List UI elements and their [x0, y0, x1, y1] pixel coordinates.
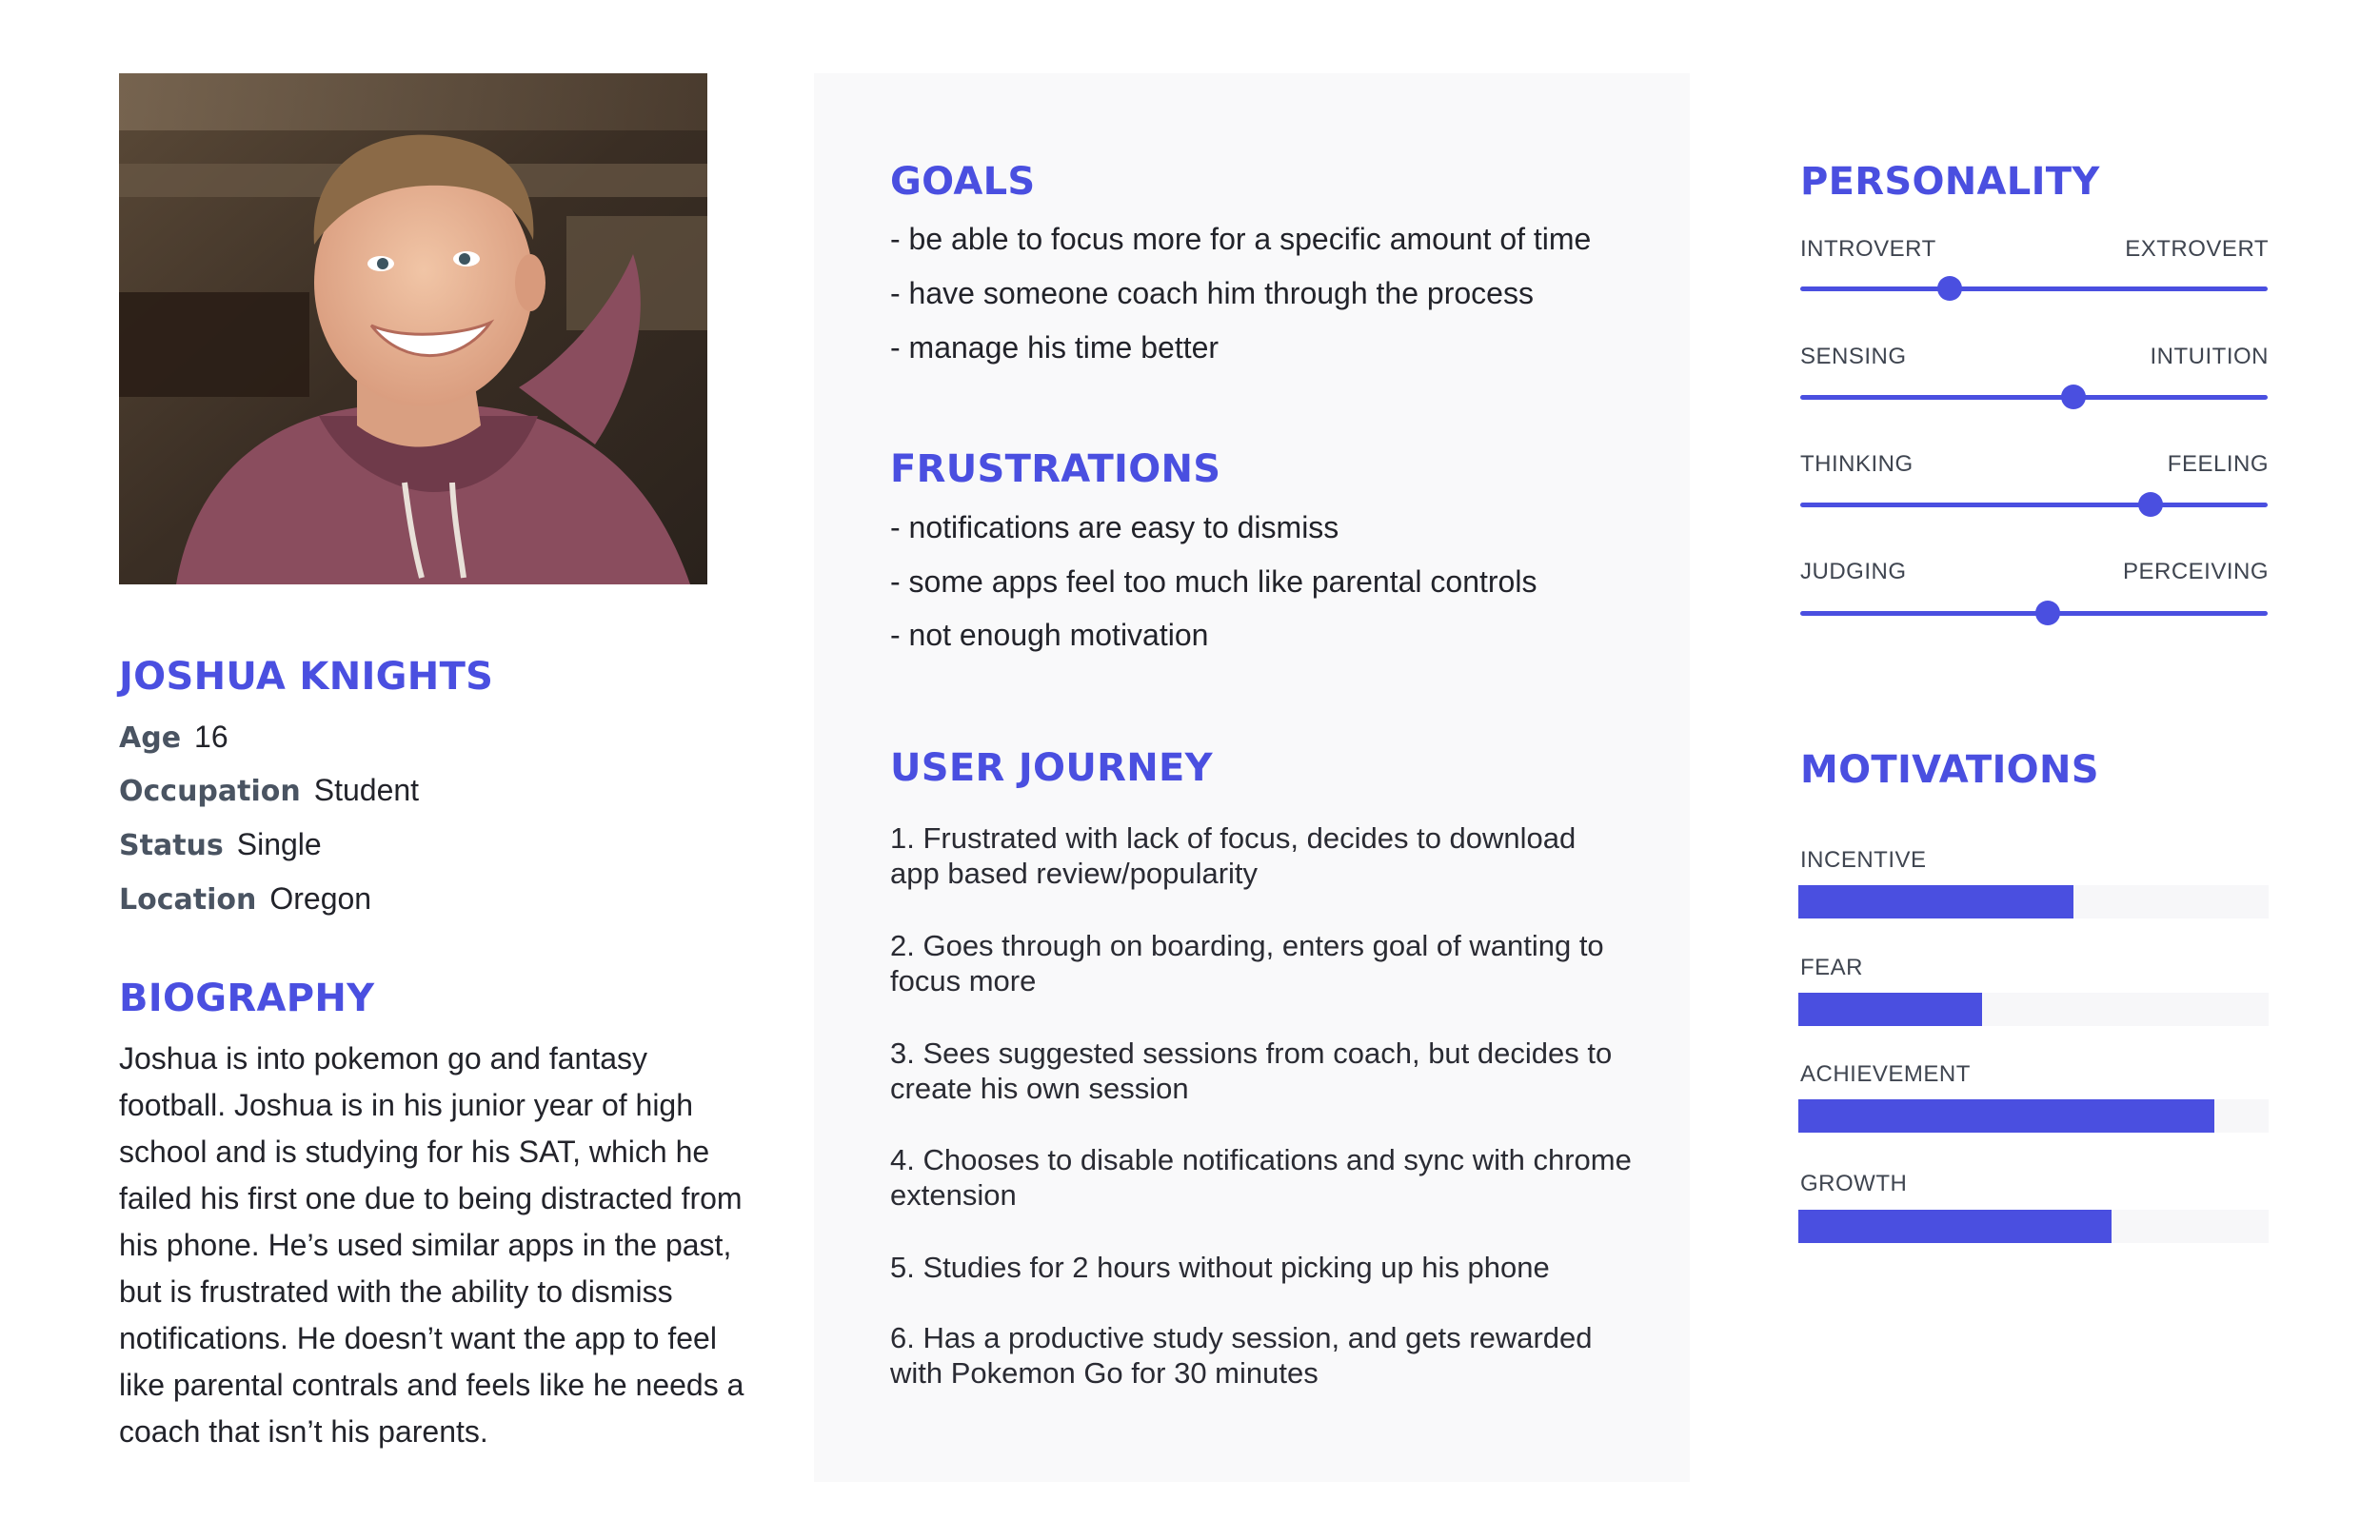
- journey-step: 1. Frustrated with lack of focus, decides to download app based review/popularity: [890, 821, 1577, 890]
- info-row-age: [119, 720, 228, 755]
- motivation-bar-incentive: [1798, 885, 2269, 918]
- trait-right-label: INTUITION: [2150, 344, 2269, 369]
- trait-left-label: SENSING: [1800, 344, 1907, 369]
- motivation-bar-growth: [1798, 1210, 2269, 1243]
- profile-name: JOSHUA KNIGHTS: [119, 655, 494, 699]
- goals-title: GOALS: [890, 160, 1036, 204]
- journey-step: 5. Studies for 2 hours without picking up his phone: [890, 1251, 1550, 1284]
- info-key: Occupation: [119, 775, 301, 808]
- trait-slider-judging-perceiving: [1800, 611, 2268, 616]
- frustration-item: - some apps feel too much like parental controls: [890, 564, 1537, 599]
- profile-photo: [119, 73, 707, 584]
- motivation-bar-fear: [1798, 993, 2269, 1026]
- journey-step: 3. Sees suggested sessions from coach, but decides to create his own session: [890, 1037, 1613, 1105]
- journey-title: USER JOURNEY: [890, 746, 1213, 790]
- biography-text: Joshua is into pokemon go and fantasy football. Joshua is in his junior year of high school and is studying for his SAT, which he failed his first one due to being distracted from his phone. He’s used similar apps in the past, but is frustrated with the ability to dismiss notifications. He doesn’t want the app to feel like parental contrals and feels like he needs a coach that isn’t his parents.: [119, 1041, 744, 1449]
- info-value: Student: [313, 773, 420, 807]
- motivation-label: FEAR: [1800, 955, 1864, 980]
- motivation-bar-achievement: [1798, 1099, 2269, 1133]
- info-key: Age: [119, 721, 182, 755]
- trait-left-label: INTROVERT: [1800, 236, 1936, 262]
- info-value: Single: [236, 827, 322, 861]
- info-row-status: [119, 827, 322, 862]
- motivation-label: INCENTIVE: [1800, 847, 1927, 873]
- trait-slider-sensing-intuition: [1800, 395, 2268, 400]
- biography-title: BIOGRAPHY: [119, 977, 375, 1020]
- journey-step: 6. Has a productive study session, and gets rewarded with Pokemon Go for 30 minutes: [890, 1321, 1593, 1390]
- trait-right-label: EXTROVERT: [2125, 236, 2269, 262]
- frustration-item: - not enough motivation: [890, 618, 1209, 652]
- motivation-bar-fill: [1798, 993, 1982, 1026]
- trait-slider-thinking-feeling: [1800, 503, 2268, 507]
- info-key: Location: [119, 883, 257, 917]
- person-portrait-icon: [119, 73, 707, 584]
- motivation-bar-fill: [1798, 1099, 2214, 1133]
- goal-item: - be able to focus more for a specific amount of time: [890, 222, 1592, 256]
- trait-slider-handle: [2061, 385, 2086, 409]
- motivation-bar-fill: [1798, 885, 2073, 918]
- frustration-item: - notifications are easy to dismiss: [890, 510, 1339, 544]
- trait-right-label: FEELING: [2167, 451, 2269, 477]
- motivation-label: GROWTH: [1800, 1171, 1908, 1196]
- trait-left-label: THINKING: [1800, 451, 1914, 477]
- journey-step: 2. Goes through on boarding, enters goal of wanting to focus more: [890, 929, 1604, 997]
- info-key: Status: [119, 829, 224, 862]
- personality-title: PERSONALITY: [1800, 160, 2100, 204]
- trait-left-label: JUDGING: [1800, 559, 1907, 584]
- info-row-location: [119, 881, 371, 917]
- trait-right-label: PERCEIVING: [2122, 559, 2269, 584]
- goal-item: - have someone coach him through the process: [890, 276, 1534, 310]
- trait-slider-handle: [2138, 492, 2163, 517]
- motivation-bar-fill: [1798, 1210, 2112, 1243]
- trait-slider-handle: [1937, 276, 1962, 301]
- frustrations-title: FRUSTRATIONS: [890, 447, 1221, 491]
- trait-slider-introvert-extrovert: [1800, 286, 2268, 291]
- info-value: 16: [194, 720, 228, 754]
- trait-slider-handle: [2035, 601, 2060, 625]
- info-value: Oregon: [269, 881, 372, 916]
- motivations-title: MOTIVATIONS: [1800, 748, 2099, 792]
- journey-step: 4. Chooses to disable notifications and sync with chrome extension: [890, 1143, 1632, 1212]
- goal-item: - manage his time better: [890, 330, 1220, 365]
- motivation-label: ACHIEVEMENT: [1800, 1061, 1971, 1087]
- info-row-occupation: [119, 773, 419, 808]
